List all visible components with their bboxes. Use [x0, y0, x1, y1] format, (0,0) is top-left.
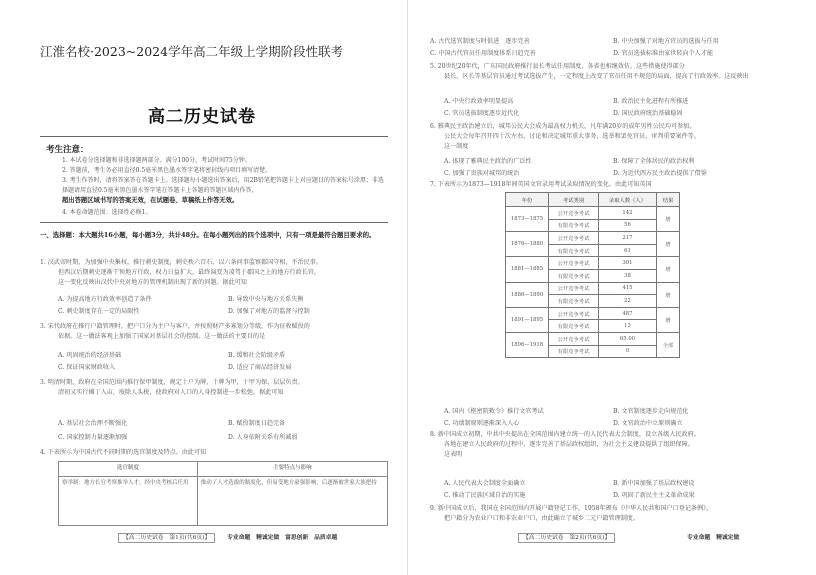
table-cell: 1886—1890 — [506, 282, 549, 307]
option-b: B. 保障了全体居民的政治权利 — [613, 158, 695, 165]
question-text: 1. 汉武帝时期，为加强中央集权，推行刺史制度，刺史秩六百石，以六条问事监察郡国守相，不治民事。 — [40, 259, 322, 266]
table-cell: 1873—1875 — [506, 207, 549, 232]
notice-title: 考生注意： — [46, 145, 89, 155]
option-c: C. 官员选拔制度逐步近代化 — [444, 110, 520, 117]
notice-item: 2. 答题前，考生务必用直径0.5毫米黑色墨水签字笔将密封线内项目填写清楚。 — [62, 167, 272, 174]
table-cell: 142 — [598, 207, 656, 220]
table-cell: 公开竞争考试 — [549, 207, 599, 220]
notice-item: 超出答题区域书写的答案无效，在试题卷、草稿纸上作答无效。 — [62, 197, 239, 204]
table-cell: 415 — [598, 282, 656, 295]
table-cell: 1896—1918 — [506, 332, 549, 357]
section-heading: 一、选择题：本大题共16小题，每小题3分，共计48分。在每小题列出的四个选项中，只有一项是最符合题目要求的。 — [40, 231, 376, 239]
table-cell: 22 — [598, 295, 656, 308]
option-b: B. 导致中央与地方关系失衡 — [228, 296, 304, 303]
table-row — [506, 332, 680, 345]
question-text: 依据。这一做法客观上加强了国家对基层社会的控制。这一做法的主要目的是 — [58, 333, 266, 340]
table-row — [506, 257, 680, 270]
table-cell: 有限竞争考试 — [549, 345, 599, 358]
table-cell: 公开竞争考试 — [549, 332, 599, 345]
footer-slogan: 专业命题 精诚定做 富思创新 品质卓越 — [227, 535, 338, 541]
option-a: A. 人民代表大会制度全面确立 — [444, 480, 526, 487]
table-cell: 增 — [657, 307, 680, 332]
question-text: 这一制度 — [444, 143, 469, 150]
table-header-cell: 录取人数（人） — [598, 193, 656, 207]
table-cell: 增 — [657, 257, 680, 282]
civil-service-table — [505, 192, 680, 358]
notice-item: 1. 本试卷分选择题和非选择题两部分。满分100分，考试时间75分钟。 — [62, 157, 251, 164]
option-a: A. 巩固统治的经济基础 — [58, 352, 122, 359]
table-cell: 有限竞争考试 — [549, 269, 599, 282]
table-cell: 38 — [598, 269, 656, 282]
question-text: 把户籍分为农业户口和非农业户口，由此确立了城乡二元户籍管理制度。 — [444, 515, 639, 522]
table-cell: 察举制：地方长官考察推举人才，经中央考核后任用 — [59, 477, 198, 526]
question-text: 3. 宋代政府在推行户籍管理时，把户口分为主户与客户，并按照财产多寡划分等级，作为征收赋役的 — [40, 323, 310, 330]
option-a: A. 体现了雅典民主政治的广泛性 — [444, 158, 532, 165]
table-header-cell: 主要特点与影响 — [197, 462, 387, 477]
option-c: C. 保证国家财政收入 — [58, 364, 116, 371]
footer-page-label: 【高二历史试卷 第1页(共6页)】 — [118, 533, 215, 543]
table-cell: 公开竞争考试 — [549, 232, 599, 245]
table-cell: 56 — [598, 219, 656, 232]
option-d: D. 为近代西方民主政治提供了借鉴 — [613, 170, 707, 177]
option-d: D. 官员选拔标准由家世转向个人才能 — [613, 50, 713, 57]
question-text: 这表明 — [444, 451, 463, 458]
table-header-row — [59, 462, 388, 477]
question-text: 县长、区长等基层官员通过考试选拔产生，一定程度上改变了官员任用不规范的局面，提高了行政效率。这反映出 — [444, 73, 749, 80]
option-b: B. 缓和社会阶级矛盾 — [228, 352, 286, 359]
question-text: 5. 20世纪20年代，广东国民政府推行县长考试任用制度，各省也相继效仿。这些措施使得部分 — [430, 63, 685, 70]
table-cell: 公开竞争考试 — [549, 307, 599, 320]
option-d: D. 国民政府统治基础稳固 — [613, 110, 683, 117]
exam-header: 江淮名校·2023~2024学年高二年级上学期阶段性联考 — [40, 44, 344, 59]
option-c: C. 中国古代官员任用制度体系日趋完善 — [430, 50, 536, 57]
table-cell: 增 — [657, 282, 680, 307]
option-d: D. 人身依附关系有所减弱 — [228, 434, 298, 441]
table-cell: 增 — [657, 207, 680, 232]
option-d: D. 文官政治中立原则确立 — [613, 420, 683, 427]
table-cell: 有限竞争考试 — [549, 320, 599, 333]
question-text: 3. 明清时期，政府在全国范围内推行保甲制度，规定十户为牌，十牌为甲，十甲为保，层层负责。 — [40, 379, 304, 386]
divider — [40, 136, 388, 137]
table-cell: 487 — [598, 307, 656, 320]
table-cell: 有限竞争考试 — [549, 244, 599, 257]
notice-item: 4. 本卷命题范围：选择性必修1。 — [62, 209, 152, 216]
footer-page-label: 【高二历史试卷 第2页(共6页)】 — [518, 533, 615, 543]
table-cell: 65.00 — [598, 332, 656, 345]
table-cell: 217 — [598, 232, 656, 245]
question-text: 但西汉后期刺史逐渐干预地方行政，权力日益扩大，最终演变为凌驾于郡国之上的地方行政长官。 — [58, 269, 321, 276]
table-row — [506, 207, 680, 220]
table-row — [506, 232, 680, 245]
option-d: D. 巩固了新民主主义革命成果 — [613, 492, 695, 499]
table-cell: 13 — [598, 320, 656, 333]
table-header-cell: 结果 — [657, 193, 680, 207]
option-d: D. 加强了对地方的监督与控制 — [228, 308, 310, 315]
option-a: A. 中央行政效率明显提高 — [444, 98, 514, 105]
option-b: B. 新中国加强了基层政权建设 — [613, 480, 695, 487]
table-row — [59, 477, 388, 526]
table-cell: 1876—1880 — [506, 232, 549, 257]
option-c: C. 推动了民族区域自治的实施 — [444, 492, 526, 499]
option-c: C. 刺史制度存在一定的局限性 — [58, 308, 140, 315]
table-cell: 增 — [657, 232, 680, 257]
question-text: 这一变化反映出汉代中央对地方的管理机制出现了新的问题。据此可知 — [58, 279, 247, 286]
divider — [40, 222, 388, 223]
option-c: C. 加强了贵族对城邦的统治 — [444, 170, 520, 177]
notice-item: 3. 考生作答时，请将答案答在答题卡上。选择题每小题选出答案后，用2B铅笔把答题卡上对应题目的答案标号涂黑；非选择题请用直径0.5毫米黑色墨水签字笔在答题卡上各题的答题区域内作答， — [62, 177, 384, 194]
table-cell: 全部 — [657, 332, 680, 357]
table-row — [506, 307, 680, 320]
question-text: 9. 新中国成立后，我国在全国范围内开展户籍登记工作，1958年颁布《中华人民共和国户口登记条例》， — [430, 505, 713, 512]
option-b: B. 文官制度逐步走向规范化 — [613, 408, 689, 415]
table-header-cell: 考试类别 — [549, 193, 599, 207]
question-text: 8. 新中国成立初期，中共中央提出在全国范围内建立统一的人民代表大会制度，设立各级人民政府。 — [430, 431, 700, 438]
question-text: 7. 下表所示为1873—1918年间英国文官录用考试录取情况的变化。由此可知英国 — [430, 181, 652, 188]
table-cell: 301 — [598, 257, 656, 270]
question-text: 各地在建立人民政府的过程中，逐步完善了基层政权组织，为社会主义建设提供了组织保障。 — [444, 441, 694, 448]
table-header-cell: 选官制度 — [59, 462, 198, 477]
table-cell: 1881—1885 — [506, 257, 549, 282]
table-cell: 推动了人才选拔的制度化，但易受地方豪强影响，后逐渐被世家大族把持 — [197, 477, 387, 526]
option-a: A. 国内《枢密院敕令》推行文官考试 — [444, 408, 544, 415]
option-a: A. 古代选官制度与时俱进 逐步完善 — [430, 38, 530, 45]
page-title: 高二历史试卷 — [148, 107, 256, 127]
table-header-row — [506, 193, 680, 207]
option-b: B. 中央加强了对地方官员的选拔与任用 — [613, 38, 719, 45]
option-a: A. 为提高地方行政效率创造了条件 — [58, 296, 152, 303]
question-text: 清初又实行摊丁入亩，废除人头税，使政府对人口的人身控制进一步松弛。据此可知 — [58, 389, 284, 396]
table-header-cell: 年份 — [506, 193, 549, 207]
table-cell: 1891—1895 — [506, 307, 549, 332]
option-a: A. 基层社会治理不断强化 — [58, 420, 128, 427]
table-cell: 0 — [598, 345, 656, 358]
table-cell: 公开竞争考试 — [549, 282, 599, 295]
option-d: D. 适应了商品经济发展 — [228, 364, 292, 371]
page-footer — [518, 532, 739, 541]
option-b: B. 政治民主化进程有所推进 — [613, 98, 689, 105]
page-footer — [118, 532, 337, 541]
question-text: 公民大会每年召开四十次左右，讨论和决定城邦重大事务，选举和罢免官员，审判重要案件等。 — [444, 133, 700, 140]
option-b: B. 赋役制度日趋完备 — [228, 420, 286, 427]
table-cell: 有限竞争考试 — [549, 295, 599, 308]
table-row — [506, 282, 680, 295]
option-c: C. 功绩制原则逐渐深入人心 — [444, 420, 520, 427]
table-cell: 有限竞争考试 — [549, 219, 599, 232]
table-cell: 61 — [598, 244, 656, 257]
question-text: 4. 下表所示为中国古代不同时期的选官制度及特点。由此可知 — [40, 449, 207, 456]
option-c: C. 国家控制力量逐渐加强 — [58, 434, 128, 441]
question-text: 6. 雅典民主政治建立后，城邦公民大会成为最高权力机关，凡年满20岁的成年男性公民均可参加。 — [430, 123, 696, 130]
footer-slogan: 专业命题 精诚定做 — [687, 535, 740, 541]
table-cell: 公开竞争考试 — [549, 257, 599, 270]
selection-system-table — [58, 461, 388, 526]
